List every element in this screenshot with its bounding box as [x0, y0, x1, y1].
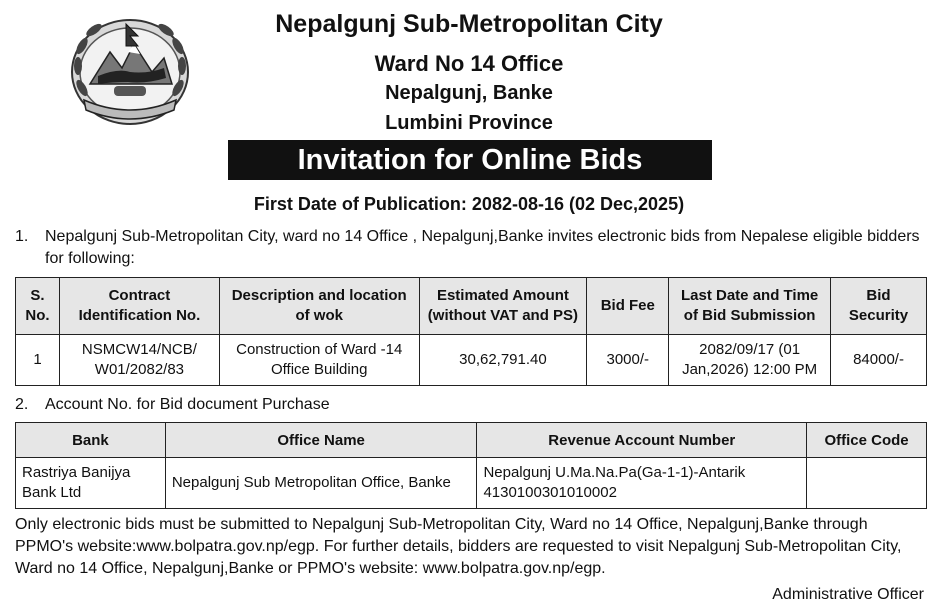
office-location: Nepalgunj, Banke — [385, 82, 553, 104]
header-revenue-account: Revenue Account Number — [477, 423, 807, 458]
signature-title: Administrative Officer — [772, 586, 924, 603]
province-name: Lumbini Province — [385, 112, 553, 134]
cell-description: Construction of Ward -14 Office Building — [219, 335, 419, 386]
table-row — [16, 458, 927, 509]
notice-banner: Invitation for Online Bids — [228, 140, 712, 180]
cell-bank: Rastriya Banijya Bank Ltd — [16, 458, 166, 509]
cell-last-date: 2082/09/17 (01 Jan,2026) 12:00 PM — [669, 335, 831, 386]
cell-serial-no: 1 — [16, 335, 60, 386]
section-2-text: Account No. for Bid document Purchase — [45, 396, 330, 413]
cell-estimated-amount: 30,62,791.40 — [419, 335, 587, 386]
cell-office-name: Nepalgunj Sub Metropolitan Office, Banke — [165, 458, 477, 509]
header-contract-id: Contract Identification No. — [59, 278, 219, 335]
account-table — [15, 422, 927, 509]
publication-date: First Date of Publication: 2082-08-16 (02 Dec,2025) — [253, 194, 685, 214]
header-serial-no: S. No. — [16, 278, 60, 335]
bid-table-header — [16, 278, 927, 335]
table-row — [16, 335, 927, 386]
section-2 — [15, 394, 920, 416]
office-name: Ward No 14 Office — [374, 51, 564, 76]
section-1-text: Nepalgunj Sub-Metropolitan City, ward no 14 Office , Nepalgunj,Banke invites electronic bids from Nepalese eligible bidders for following: — [45, 228, 920, 267]
header-last-date: Last Date and Time of Bid Submission — [669, 278, 831, 335]
page-title: Nepalgunj Sub-Metropolitan City — [275, 10, 663, 38]
header-bank: Bank — [16, 423, 166, 458]
cell-revenue-account: Nepalgunj U.Ma.Na.Pa(Ga-1-1)-Antarik 4130100301010002 — [477, 458, 807, 509]
header-office-name: Office Name — [165, 423, 477, 458]
cell-office-code — [807, 458, 927, 509]
section-1-number: 1. — [15, 228, 29, 245]
header-estimated-amount: Estimated Amount (without VAT and PS) — [419, 278, 587, 335]
bid-table — [15, 277, 927, 386]
header-bid-fee: Bid Fee — [587, 278, 669, 335]
cell-bid-fee: 3000/- — [587, 335, 669, 386]
cell-bid-security: 84000/- — [831, 335, 927, 386]
header-office-code: Office Code — [807, 423, 927, 458]
submission-note: Only electronic bids must be submitted to Nepalgunj Sub-Metropolitan City, Ward no 14 Office, Nepalgunj,Banke through PPMO's website:www.bolpatra.gov.np/egp. For further details, bidders are requested to visit Nepalgunj Sub-Metropolitan City, Ward no 14 Office, Nepalgunj,Banke or PPMO's website: www.bolpatra.gov.np/egp. — [15, 516, 902, 577]
section-2-number: 2. — [15, 396, 29, 413]
section-1 — [15, 226, 920, 270]
account-table-header — [16, 423, 927, 458]
header-bid-security: Bid Security — [831, 278, 927, 335]
cell-contract-id: NSMCW14/NCB/ W01/2082/83 — [59, 335, 219, 386]
header-description: Description and location of wok — [219, 278, 419, 335]
